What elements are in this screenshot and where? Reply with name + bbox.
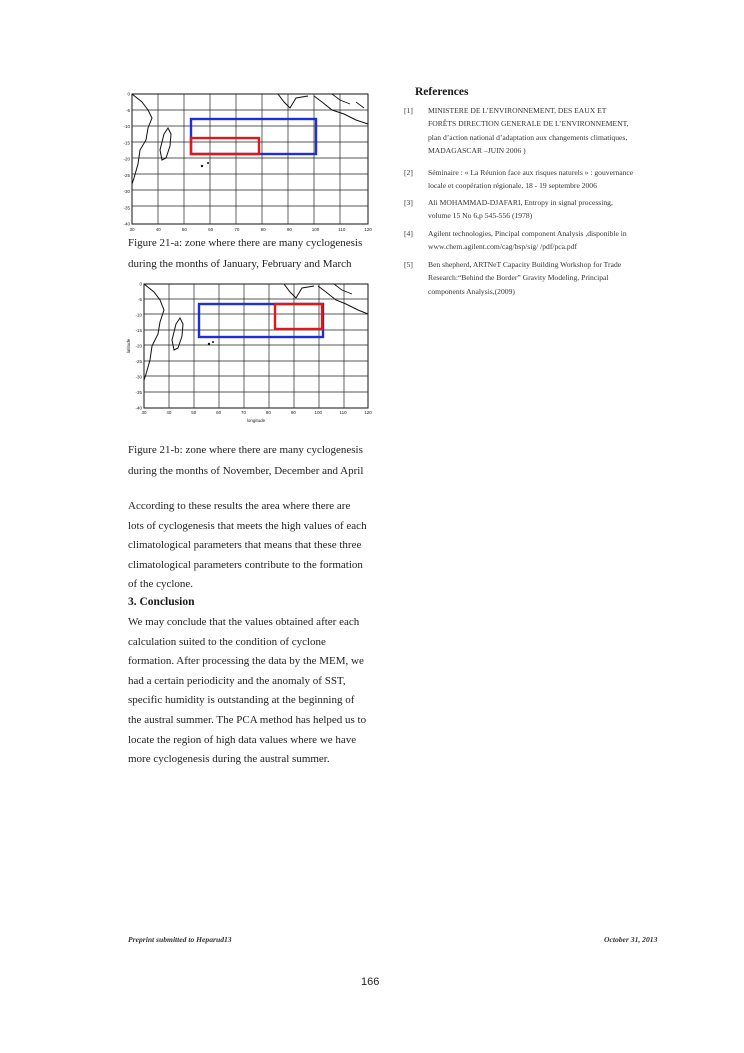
reference-line: Ben shepherd, ARTNeT Capacity Building Workshop for Trade	[428, 260, 622, 269]
figure-21b-map	[118, 280, 380, 428]
reference-item	[404, 104, 674, 160]
page-number: 166	[361, 976, 380, 988]
x-tick-label: 50	[181, 227, 187, 232]
y-tick-label: -15	[123, 140, 130, 146]
paragraph-line: lots of cyclogenesis that meets the high values of each	[128, 519, 367, 532]
x-tick-label: 70	[234, 227, 240, 232]
paragraph-line: climatological parameters that means that these three	[128, 539, 362, 552]
y-tick-label: -35	[123, 205, 130, 211]
y-tick-label: -15	[135, 328, 142, 333]
y-tick-label: -20	[123, 156, 130, 162]
x-tick-label: 30	[141, 410, 147, 415]
y-axis-label: latitude	[126, 338, 131, 354]
reference-line: MADAGASCAR –JUIN 2006 )	[428, 146, 526, 156]
y-tick-label: -5	[125, 107, 130, 113]
figure-21a-caption	[128, 233, 388, 275]
reference-number: [5]	[404, 260, 413, 269]
x-tick-label: 50	[191, 410, 197, 415]
caption-line: during the months of November, December and April	[128, 465, 364, 477]
reference-item	[404, 227, 674, 255]
reference-line: volume 15 No 6,p 545-556 (1978)	[428, 211, 533, 221]
conclusion-heading: 3. Conclusion	[128, 596, 195, 608]
conclusion-paragraph	[128, 613, 374, 770]
x-tick-label: 80	[265, 410, 271, 415]
figure-21b-caption	[128, 440, 388, 482]
paragraph-line: climatological parameters contribute to the formation	[128, 558, 363, 571]
y-tick-label: -40	[135, 405, 142, 411]
x-tick-label: 90	[290, 410, 296, 415]
reference-line: components Analysis,(2009)	[428, 286, 515, 296]
reference-number: [1]	[404, 106, 413, 115]
y-tick-label: -25	[135, 359, 142, 364]
y-tick-labels	[135, 282, 142, 411]
x-tick-label: 70	[241, 410, 247, 415]
y-tick-label: -35	[135, 390, 142, 395]
x-tick-label: 110	[339, 410, 347, 415]
reference-line: www.chem.agilent.com/cag/bsp/sig/ /pdf/pca.pdf	[428, 242, 578, 252]
reference-item	[404, 196, 674, 224]
reference-line: Séminaire : « La Réunion face aux risques naturels » : gouvernance	[428, 168, 634, 177]
reference-item	[404, 258, 674, 300]
x-tick-label: 110	[338, 227, 346, 232]
x-tick-label: 100	[314, 410, 322, 415]
map-frame	[144, 284, 368, 408]
y-tick-label: -10	[135, 312, 142, 318]
y-tick-label: -20	[135, 343, 142, 349]
x-tick-label: 60	[216, 410, 222, 415]
caption-line: Figure 21-b: zone where there are many cyclogenesis	[128, 444, 363, 456]
reference-number: [4]	[404, 229, 413, 238]
reference-item	[404, 166, 674, 194]
y-tick-label: -40	[123, 221, 130, 227]
y-tick-label: 0	[127, 91, 130, 97]
paragraph-line: We may conclude that the values obtained after each	[128, 616, 360, 628]
y-tick-label: -30	[123, 189, 130, 194]
y-tick-label: 0	[139, 281, 142, 287]
reference-line: Agilent technologies, Pincipal component Analysis ,disponible in	[428, 229, 627, 238]
paragraph-line: formation. After processing the data by the MEM, we	[128, 655, 364, 668]
caption-line: Figure 21-a: zone where there are many cyclogenesis	[128, 237, 363, 249]
y-tick-label: -5	[137, 297, 142, 302]
x-tick-label: 40	[166, 410, 172, 415]
map-frame	[132, 94, 368, 224]
paragraph-line: calculation suited to the condition of cyclone	[128, 635, 326, 648]
reference-line: MINISTERE DE L’ENVIRONNEMENT, DES EAUX ET	[428, 106, 607, 115]
paragraph-line: of the cyclone.	[128, 578, 194, 591]
y-tick-labels	[123, 92, 130, 227]
reference-line: Research:“Behind the Border” Gravity Modeling, Principal	[428, 273, 609, 283]
paragraph-line: specific humidity is outstanding at the beginning of	[128, 694, 355, 707]
reference-number: [3]	[404, 198, 413, 207]
x-tick-label: 40	[155, 227, 161, 232]
x-tick-label: 90	[286, 227, 292, 232]
x-tick-labels	[141, 410, 372, 415]
reference-line: plan d’action national d’adaptation aux changements climatiques,	[428, 132, 628, 142]
reference-line: Ali MOHAMMAD-DJAFARI, Entropy in signal processing,	[428, 198, 613, 207]
paragraph-line: locate the region of high data values where we have	[128, 733, 357, 746]
x-tick-labels	[129, 227, 372, 232]
x-tick-label: 100	[311, 227, 320, 232]
figure-21a-map	[118, 88, 380, 238]
y-tick-label: -25	[123, 172, 130, 178]
x-tick-label: 30	[129, 227, 135, 232]
results-paragraph	[128, 497, 374, 595]
reference-number: [2]	[404, 168, 413, 177]
footer-left: Preprint submitted to Heparud13	[128, 935, 232, 944]
x-tick-label: 120	[364, 410, 372, 415]
reference-line: locale et coopération régionale, 18 - 19 septembre 2006	[428, 181, 597, 191]
paragraph-line: more cyclogenesis during the austral summer.	[128, 753, 330, 766]
y-tick-label: -10	[123, 124, 130, 129]
x-axis-label: longitude	[246, 418, 266, 423]
footer-right: October 31, 2013	[604, 935, 658, 944]
paragraph-line: According to these results the area where there are	[128, 500, 351, 512]
x-tick-label: 60	[208, 227, 214, 232]
x-tick-label: 80	[260, 227, 266, 232]
caption-line: during the months of January, February and March	[128, 258, 352, 270]
paragraph-line: the austral summer. The PCA method has helped us to	[128, 713, 367, 726]
references-heading: References	[415, 86, 469, 98]
paragraph-line: had a certain periodicity and the anomaly of SST,	[128, 674, 346, 687]
y-tick-label: -30	[135, 374, 142, 380]
reference-line: FORÊTS DIRECTION GENERALE DE L’ENVIRONNEMENT,	[428, 119, 629, 129]
x-tick-label: 120	[364, 227, 372, 232]
